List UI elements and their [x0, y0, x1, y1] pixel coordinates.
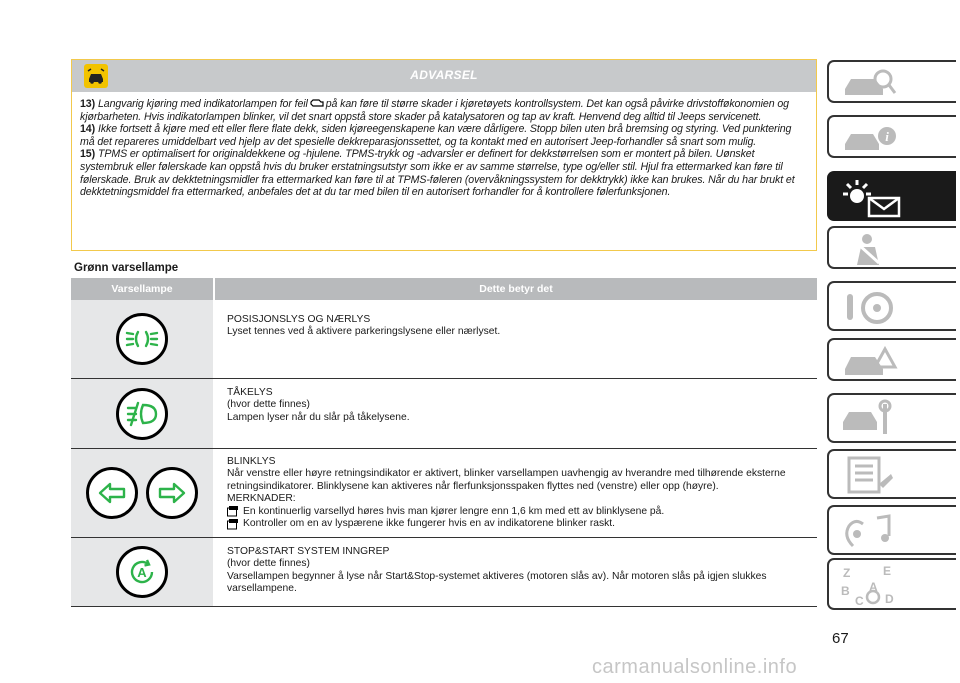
page-number: 67 — [832, 630, 849, 647]
position-lights-icon — [116, 313, 168, 365]
watermark: carmanualsonline.info — [592, 656, 798, 678]
table-row — [71, 538, 817, 607]
lamp-cell — [71, 379, 213, 448]
svg-text:D: D — [885, 592, 894, 606]
meaning-cell: TÅKELYS (hvor dette finnes) Lampen lyser når du slår på tåkelysene. — [227, 387, 410, 423]
key-steering-wheel-icon — [839, 286, 899, 328]
stop-start-icon — [116, 546, 168, 598]
meaning-cell: STOP&START SYSTEM INNGREP (hvor dette finnes) Varsellampen begynner å lyse når Start&Stop-systemet aktiveres (motoren slås av). Når motoren slås på igjen slukkes varsellampene. — [227, 546, 767, 595]
svg-text:A: A — [137, 565, 147, 580]
svg-text:B: B — [841, 584, 850, 598]
car-info-icon — [839, 120, 899, 156]
table-row — [71, 379, 817, 449]
svg-text:i: i — [885, 129, 889, 144]
warning-body — [72, 92, 816, 199]
warning-box — [71, 59, 817, 251]
chapter-tab-vehicle[interactable] — [827, 60, 956, 103]
seat-belt-icon — [839, 231, 899, 267]
warning-lamp-table — [71, 278, 817, 607]
section-title: Grønn varsellampe — [74, 262, 179, 274]
note-item: En kontinuerlig varsellyd høres hvis man kjører lengre enn 1,6 km med ett av blinklysene på. — [227, 506, 811, 518]
car-wrench-icon — [839, 398, 899, 440]
turn-right-icon — [146, 467, 198, 519]
chapter-tab-warning-lights[interactable] — [827, 171, 956, 221]
car-warning-icon — [839, 343, 899, 379]
chapter-tab-info[interactable] — [827, 115, 956, 158]
warning-item-13: 13) Langvarig kjøring med indikatorlampen for feil på kan føre til større skader i kjøretøyets kontrollsystem. Det kan også påvirke drivstofføkonomien og kjørbarheten. Hvis indikatorlampen blinker, vil det snart oppstå store skader på katalysatoren og tap av kraft. Henvend deg alltid til Jeeps servicenett. — [80, 98, 789, 123]
column-header-meaning: Dette betyr det — [215, 278, 817, 300]
warning-item-14: 14) Ikke fortsett å kjøre med ett eller flere flate dekk, siden kjøreegenskapene kan være dårligere. Stopp bilen uten brå bremsing og styring. Ved punktering må det repareres umiddelbart ved hjelp av det spesielle dekkreparasjonssettet, og ta kontakt med en autorisert Jeep-forhandler så snart som mulig. — [80, 123, 792, 148]
note-icon — [227, 519, 238, 530]
lamp-cell — [71, 538, 213, 606]
fog-light-icon — [116, 388, 168, 440]
table-row — [71, 300, 817, 379]
chapter-tab-maintenance[interactable] — [827, 393, 956, 443]
meaning-cell: BLINKLYS Når venstre eller høyre retningsindikator er aktivert, blinker varsellampen uavhengig av hverandre med tilhørende eksterne retningsindikatorer. Blinklysene kan aktiveres når flerfunksjonsspaken flyttes ned (venstre) eller opp (høyre). MERKNADER: En kontinuerlig varsellyd høres hvis man kjører lengre enn 1,6 km med ett av blinklysene på. Kontroller om en av lyspærene ikke fungerer hvis en av indikatorene blinker raskt. — [213, 449, 817, 537]
table-row — [71, 449, 817, 538]
warning-header — [72, 60, 816, 92]
chapter-tab-technical-data[interactable] — [827, 449, 956, 499]
note-icon — [227, 506, 238, 517]
lamp-cell — [71, 300, 213, 378]
svg-text:A: A — [869, 580, 878, 594]
warning-item-15: 15) TPMS er optimalisert for originaldekkene og -hjulene. TPMS-trykk og -advarsler er definert for dekkstørrelsen som er montert på bilen. Uønsket systembruk eller følerskade kan oppstå hvis du bruker erstatningsutstyr som ikke er av samme størrelse, type og/eller stil. Hjul fra ettermarked kan føre til følerskade. Bruk av dekktetningsmidler fra ettermarked kan føre til at TPMS-føleren (overvåkningssystem for dekktrykk) ikke kan brukes. Når du har brukt et dekktetningsmiddel fra ettermarked, anbefales det at du tar med bilen til en autorisert forhandler for å kontrollere følerfunksjonen. — [80, 148, 795, 199]
chapter-tab-index[interactable] — [827, 558, 956, 610]
spec-sheet-icon — [839, 454, 899, 496]
car-search-icon — [839, 65, 899, 101]
lamp-cell — [71, 449, 213, 537]
chapter-tab-multimedia[interactable] — [827, 505, 956, 555]
chapter-tab-safety[interactable] — [827, 226, 956, 269]
table-header — [71, 278, 817, 300]
warning-light-message-icon — [839, 176, 905, 220]
chapter-tab-emergency[interactable] — [827, 338, 956, 381]
warning-title: ADVARSEL — [410, 68, 478, 82]
turn-left-icon — [86, 467, 138, 519]
svg-text:C: C — [855, 594, 864, 608]
svg-text:E: E — [883, 564, 892, 578]
alphabet-index-icon — [839, 563, 899, 609]
note-item: Kontroller om en av lyspærene ikke fungerer hvis en av indikatorene blinker raskt. — [227, 518, 811, 530]
engine-check-icon — [310, 98, 324, 108]
meaning-cell: POSISJONSLYS OG NÆRLYS Lyset tennes ved å aktivere parkeringslysene eller nærlyset. — [227, 314, 501, 338]
multimedia-icon — [839, 510, 899, 552]
chapter-tab-driving[interactable] — [827, 281, 956, 331]
column-header-lamp: Varsellampe — [71, 278, 213, 300]
svg-text:Z: Z — [843, 566, 851, 580]
